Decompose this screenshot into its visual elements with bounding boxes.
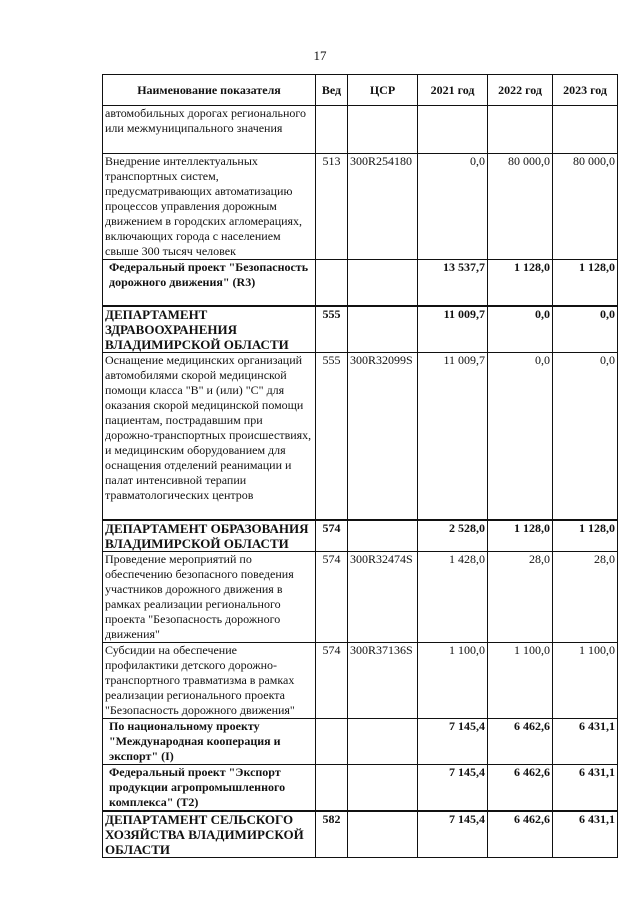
table-row [103, 520, 618, 552]
cell-ved: 555 [316, 306, 348, 353]
cell-2021: 11 009,7 [418, 352, 488, 520]
cell-2021: 1 428,0 [418, 552, 488, 643]
cell-name: ДЕПАРТАМЕНТ СЕЛЬСКОГО ХОЗЯЙСТВА ВЛАДИМИРСКОЙ ОБЛАСТИ [103, 811, 316, 858]
table-row [103, 106, 618, 154]
cell-2021: 11 009,7 [418, 306, 488, 353]
table-row [103, 765, 618, 812]
cell-2023: 0,0 [553, 306, 618, 353]
cell-name: автомобильных дорогах регионального или межмуниципального значения [103, 106, 316, 154]
header-ved: Вед [316, 75, 348, 106]
cell-csr [348, 106, 418, 154]
cell-2023: 1 128,0 [553, 520, 618, 552]
cell-2021: 7 145,4 [418, 811, 488, 858]
cell-name: Проведение мероприятий по обеспечению безопасного поведения участников дорожного движения в рамках реализации регионального проекта "Безопасность дорожного движения" [103, 552, 316, 643]
cell-2022: 6 462,6 [488, 811, 553, 858]
cell-ved [316, 260, 348, 306]
cell-2021: 7 145,4 [418, 765, 488, 812]
table-row [103, 260, 618, 306]
cell-ved: 555 [316, 352, 348, 520]
cell-csr [348, 765, 418, 812]
cell-2021: 0,0 [418, 154, 488, 260]
cell-2022: 1 128,0 [488, 260, 553, 306]
table-body [103, 106, 618, 858]
header-name: Наименование показателя [103, 75, 316, 106]
cell-2022: 1 100,0 [488, 643, 553, 719]
cell-name: ДЕПАРТАМЕНТ ЗДРАВООХРАНЕНИЯ ВЛАДИМИРСКОЙ ОБЛАСТИ [103, 306, 316, 353]
table-row [103, 811, 618, 858]
cell-ved [316, 765, 348, 812]
cell-csr [348, 520, 418, 552]
cell-2023: 80 000,0 [553, 154, 618, 260]
cell-2023: 6 431,1 [553, 719, 618, 765]
table-row [103, 154, 618, 260]
cell-2022: 0,0 [488, 306, 553, 353]
header-csr: ЦСР [348, 75, 418, 106]
cell-ved: 574 [316, 520, 348, 552]
cell-csr [348, 260, 418, 306]
cell-2021 [418, 106, 488, 154]
cell-name: Федеральный проект "Экспорт продукции агропромышленного комплекса" (T2) [103, 765, 316, 812]
cell-2022: 1 128,0 [488, 520, 553, 552]
cell-csr [348, 719, 418, 765]
cell-csr: 300R254180 [348, 154, 418, 260]
cell-name: Внедрение интеллектуальных транспортных систем, предусматривающих автоматизацию процессов управления дорожным движением в городских агломерациях, включающих города с населением свыше 300 тысяч человек [103, 154, 316, 260]
cell-csr: 300R32474S [348, 552, 418, 643]
cell-ved: 513 [316, 154, 348, 260]
cell-ved [316, 719, 348, 765]
cell-2023: 0,0 [553, 352, 618, 520]
cell-ved [316, 106, 348, 154]
header-2021: 2021 год [418, 75, 488, 106]
cell-ved: 582 [316, 811, 348, 858]
cell-name: Федеральный проект "Безопасность дорожного движения" (R3) [103, 260, 316, 306]
cell-csr [348, 306, 418, 353]
table-row [103, 643, 618, 719]
cell-ved: 574 [316, 552, 348, 643]
cell-2021: 7 145,4 [418, 719, 488, 765]
table-row [103, 306, 618, 353]
cell-2022: 80 000,0 [488, 154, 553, 260]
cell-2023: 28,0 [553, 552, 618, 643]
cell-name: ДЕПАРТАМЕНТ ОБРАЗОВАНИЯ ВЛАДИМИРСКОЙ ОБЛАСТИ [103, 520, 316, 552]
table-row [103, 719, 618, 765]
cell-2023: 6 431,1 [553, 765, 618, 812]
cell-2021: 13 537,7 [418, 260, 488, 306]
cell-2022: 28,0 [488, 552, 553, 643]
cell-2022: 6 462,6 [488, 719, 553, 765]
cell-2021: 2 528,0 [418, 520, 488, 552]
cell-csr: 300R32099S [348, 352, 418, 520]
page-number: 17 [313, 48, 327, 63]
cell-2023: 6 431,1 [553, 811, 618, 858]
cell-2022: 6 462,6 [488, 765, 553, 812]
cell-name: По национальному проекту "Международная кооперация и экспорт" (I) [103, 719, 316, 765]
cell-csr [348, 811, 418, 858]
cell-ved: 574 [316, 643, 348, 719]
budget-table [102, 74, 618, 858]
cell-2023 [553, 106, 618, 154]
cell-name: Оснащение медицинских организаций автомобилями скорой медицинской помощи класса "В" и (или) "С" для оказания скорой медицинской помощи пациентам, пострадавшим при дорожно-транспортных происшествиях, и медицинским оборудованием для оснащения отделений реанимации и палат интенсивной терапии травматологических центров [103, 352, 316, 520]
cell-2022 [488, 106, 553, 154]
cell-2021: 1 100,0 [418, 643, 488, 719]
cell-2022: 0,0 [488, 352, 553, 520]
cell-2023: 1 128,0 [553, 260, 618, 306]
cell-csr: 300R37136S [348, 643, 418, 719]
table-header-row [103, 75, 618, 106]
table-row [103, 352, 618, 520]
cell-2023: 1 100,0 [553, 643, 618, 719]
header-2022: 2022 год [488, 75, 553, 106]
cell-name: Субсидии на обеспечение профилактики детского дорожно-транспортного травматизма в рамках реализации регионального проекта "Безопасность дорожного движения" [103, 643, 316, 719]
table-row [103, 552, 618, 643]
header-2023: 2023 год [553, 75, 618, 106]
